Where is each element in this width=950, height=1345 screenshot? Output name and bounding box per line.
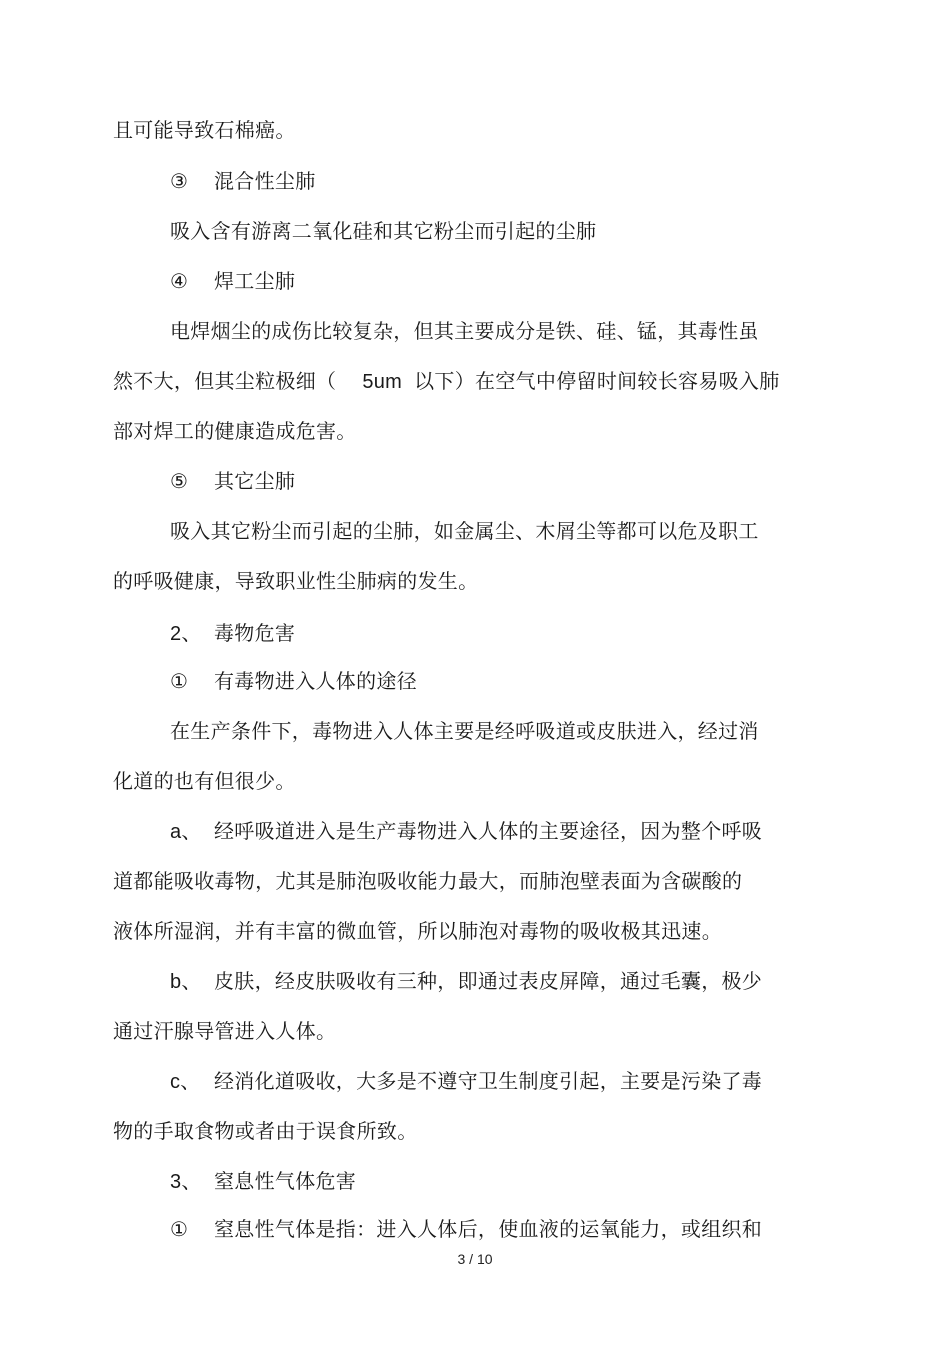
paragraph-line [113, 368, 780, 395]
list-marker: ③ [170, 169, 189, 193]
subheading-other-pneumoconiosis [170, 468, 295, 494]
list-marker: ① [170, 669, 189, 693]
list-marker: b、 [170, 971, 202, 993]
section-heading-text: 毒物危害 [214, 621, 296, 645]
paragraph-line: 的呼吸健康，导致职业性尘肺病的发生。 [113, 569, 479, 593]
text-segment: 然不大，但其尘粒极细（ [113, 369, 337, 393]
paragraph-line: 在生产条件下，毒物进入人体主要是经呼吸道或皮肤进入，经过消 [170, 719, 759, 743]
paragraph-line: 道都能吸收毒物，尤其是肺泡吸收能力最大，而肺泡壁表面为含碳酸的 [113, 869, 743, 893]
section-number: 3、 [170, 1171, 202, 1193]
paragraph-line: 电焊烟尘的成伤比较复杂，但其主要成分是铁、硅、锰，其毒性虽 [170, 319, 759, 343]
section-heading-asphyxiant-gas [170, 1168, 356, 1195]
paragraph-line: 部对焊工的健康造成危害。 [113, 419, 357, 443]
paragraph-line: 通过汗腺导管进入人体。 [113, 1019, 337, 1043]
section-heading-text: 窒息性气体危害 [214, 1169, 357, 1193]
list-item-digestive [170, 1068, 762, 1095]
list-item-text: 经消化道吸收，大多是不遵守卫生制度引起，主要是污染了毒 [214, 1069, 763, 1093]
subheading-text: 有毒物进入人体的途径 [214, 669, 417, 693]
paragraph-line: 吸入含有游离二氧化硅和其它粉尘而引起的尘肺 [170, 219, 597, 243]
text-segment: 5um [362, 371, 403, 393]
subheading-toxic-entry-routes [170, 668, 417, 694]
list-marker: ① [170, 1217, 189, 1241]
paragraph-line: 物的手取食物或者由于误食所致。 [113, 1119, 418, 1143]
subheading-text: 焊工尘肺 [214, 269, 296, 293]
list-marker: ④ [170, 269, 189, 293]
list-item-text: 皮肤，经皮肤吸收有三种，即通过表皮屏障，通过毛囊，极少 [214, 969, 763, 993]
subheading-asphyxiant-definition [170, 1216, 762, 1242]
section-heading-toxic-hazard [170, 620, 295, 647]
list-marker: ⑤ [170, 469, 189, 493]
list-item-skin [170, 968, 762, 995]
subheading-text: 混合性尘肺 [214, 169, 316, 193]
subheading-mixed-pneumoconiosis [170, 168, 316, 194]
list-item-text: 经呼吸道进入是生产毒物进入人体的主要途径，因为整个呼吸 [214, 819, 763, 843]
section-number: 2、 [170, 623, 202, 645]
paragraph-line: 化道的也有但很少。 [113, 769, 296, 793]
text-line: 且可能导致石棉癌。 [113, 118, 296, 142]
list-item-respiratory [170, 818, 762, 845]
page-number: 3 / 10 [457, 1251, 493, 1267]
list-marker: c、 [170, 1071, 201, 1093]
subheading-welder-pneumoconiosis [170, 268, 295, 294]
text-segment: 以下）在空气中停留时间较长容易吸入肺 [414, 369, 780, 393]
paragraph-line: 吸入其它粉尘而引起的尘肺，如金属尘、木屑尘等都可以危及职工 [170, 519, 759, 543]
subheading-text: 其它尘肺 [214, 469, 296, 493]
subheading-text: 窒息性气体是指：进入人体后，使血液的运氧能力，或组织和 [214, 1217, 763, 1241]
paragraph-line: 液体所湿润，并有丰富的微血管，所以肺泡对毒物的吸收极其迅速。 [113, 919, 722, 943]
list-marker: a、 [170, 821, 202, 843]
